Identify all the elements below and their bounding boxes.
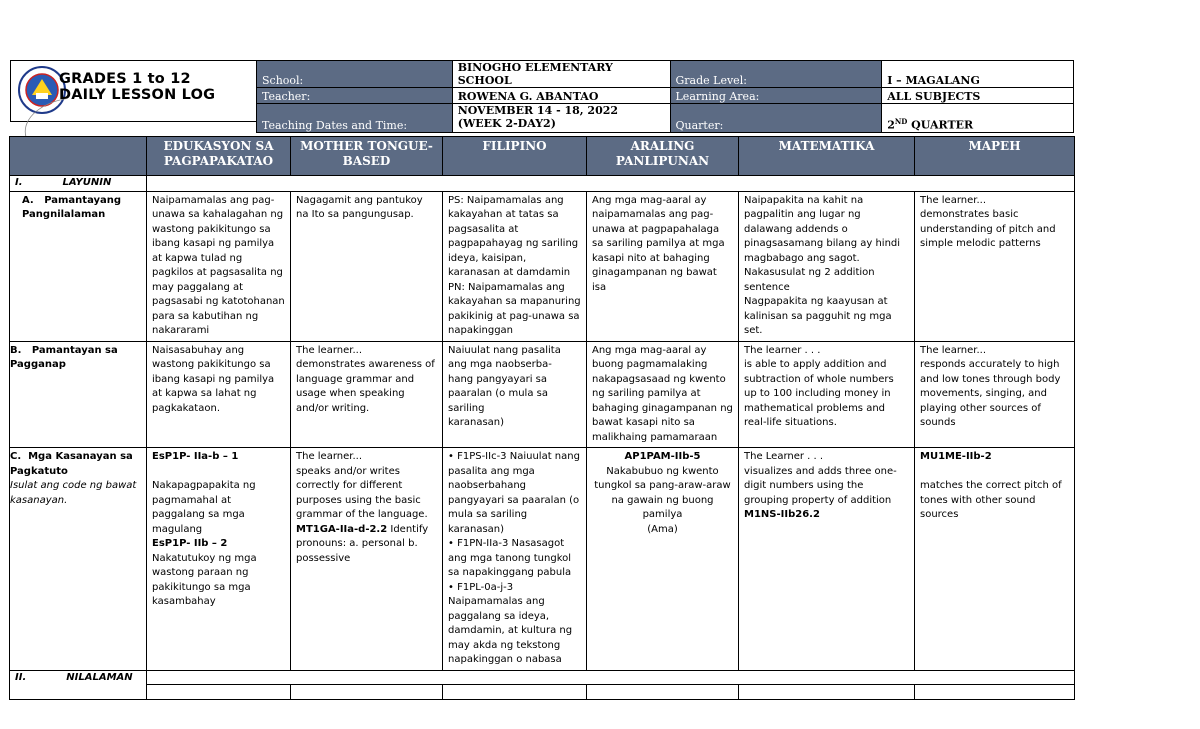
empty-cell bbox=[443, 684, 587, 699]
document-title: GRADES 1 to 12 DAILY LESSON LOG bbox=[59, 71, 216, 103]
empty-cell bbox=[147, 684, 291, 699]
layunin-row bbox=[10, 176, 1075, 192]
row-c-note: Isulat ang code ng bawat kasanayan. bbox=[10, 480, 137, 506]
row-a-ap: Ang mga mag-aaral ay naipamamalas ang pag-unawa at pagpapahalaga sa sariling pamilya at mga kasapi nito at bahaging ginagampanan ng bawat isa bbox=[587, 191, 739, 341]
col-esp: EDUKASYON SA PAGPAPAKATAO bbox=[147, 137, 291, 176]
swoosh-decoration-icon bbox=[21, 99, 131, 139]
school-value: BINOGHO ELEMENTARY SCHOOL bbox=[452, 61, 670, 88]
empty-cell bbox=[587, 684, 739, 699]
row-a-label: A. Pamantayang Pangnilalaman bbox=[10, 191, 147, 341]
row-a-mtb: Nagagamit ang pantukoy na Ito sa pangungusap. bbox=[291, 191, 443, 341]
nilalaman-empty bbox=[147, 670, 1075, 684]
col-mtb: MOTHER TONGUE-BASED bbox=[291, 137, 443, 176]
row-c-mtb: The learner... speaks and/or writes correctly for different purposes using the basic grammar of the language. MT1GA-IIa-d-2.2 Identify pronouns: a. personal b. possessive bbox=[291, 448, 443, 671]
header-corner bbox=[10, 137, 147, 176]
area-value: ALL SUBJECTS bbox=[882, 88, 1074, 104]
logo-block bbox=[10, 60, 257, 122]
area-label: Learning Area: bbox=[670, 88, 882, 104]
nilalaman-label: II. NILALAMAN bbox=[10, 670, 147, 699]
row-c-math: The Learner . . . visualizes and adds three one-digit numbers using the grouping property of addition M1NS-IIb26.2 bbox=[739, 448, 915, 671]
nilalaman-row bbox=[10, 670, 1075, 684]
quarter-value: 2ND QUARTER bbox=[882, 104, 1074, 133]
row-c bbox=[10, 448, 1075, 671]
col-matematika: MATEMATIKA bbox=[739, 137, 915, 176]
row-a-esp: Naipamamalas ang pag-unawa sa kahalagahan ng wastong pakikitungo sa ibang kasapi ng pamilya at kapwa tulad ng pagkilos at pagsasalita ng may paggalang at pagsasabi ng katotohanan para sa kabutihan ng nakararami bbox=[147, 191, 291, 341]
school-label: School: bbox=[257, 61, 453, 88]
row-c-label: C. Mga Kasanayan sa Pagkatuto Isulat ang code ng bawat kasanayan. bbox=[10, 448, 147, 671]
empty-cell bbox=[915, 684, 1075, 699]
row-c-esp: EsP1P- IIa-b – 1 Nakapagpapakita ng pagmamahal at paggalang sa mga magulang EsP1P- IIb – 2 Nakatutukoy ng mga wastong paraan ng pakikitungo sa mga kasambahay bbox=[147, 448, 291, 671]
row-b-math: The learner . . . is able to apply addition and subtraction of whole numbers up to 100 including money in mathematical problems and real-life situations. bbox=[739, 341, 915, 448]
quarter-label: Quarter: bbox=[670, 104, 882, 133]
layunin-label: I. LAYUNIN bbox=[10, 176, 147, 192]
row-a-mapeh: The learner... demonstrates basic understanding of pitch and simple melodic patterns bbox=[915, 191, 1075, 341]
row-c-ap: AP1PAM-IIb-5 Nakabubuo ng kwento tungkol sa pang-araw-araw na gawain ng buong pamilya (Ama) bbox=[587, 448, 739, 671]
row-b-label: B. Pamantayan sa Pagganap bbox=[10, 341, 147, 448]
dates-label: Teaching Dates and Time: bbox=[257, 104, 453, 133]
col-araling-panlipunan: ARALING PANLIPUNAN bbox=[587, 137, 739, 176]
row-b bbox=[10, 341, 1075, 448]
empty-cell bbox=[291, 684, 443, 699]
empty-cell bbox=[739, 684, 915, 699]
teacher-value: ROWENA G. ABANTAO bbox=[452, 88, 670, 104]
header-info-table bbox=[256, 60, 1074, 133]
row-a bbox=[10, 191, 1075, 341]
row-b-mapeh: The learner... responds accurately to high and low tones through body movements, singing, and playing other sources of sounds bbox=[915, 341, 1075, 448]
col-mapeh: MAPEH bbox=[915, 137, 1075, 176]
nilalaman-subrow bbox=[10, 684, 1075, 699]
teacher-label: Teacher: bbox=[257, 88, 453, 104]
row-b-ap: Ang mga mag-aaral ay buong pagmamalaking nakapagsasaad ng kwento ng sariling pamilya at bahaging ginagampanan ng bawat kasapi nito sa malikhaing pamamaraan bbox=[587, 341, 739, 448]
grade-value: I – MAGALANG bbox=[882, 61, 1074, 88]
row-b-mtb: The learner... demonstrates awareness of language grammar and usage when speaking and/or writing. bbox=[291, 341, 443, 448]
row-c-mapeh: MU1ME-IIb-2 matches the correct pitch of tones with other sound sources bbox=[915, 448, 1075, 671]
row-a-filipino: PS: Naipamamalas ang kakayahan at tatas sa pagsasalita at pagpapahayag ng sariling ideya, kaisipan, karanasan at damdamin PN: Naipamamalas ang kakayahan sa mapanuring pakikinig at pag-unawa sa napakinggan bbox=[443, 191, 587, 341]
subject-header-row bbox=[10, 137, 1075, 176]
row-b-filipino: Naiuulat nang pasalita ang mga naobserba- hang pangyayari sa paaralan (o mula sa sariling karanasan) bbox=[443, 341, 587, 448]
lesson-log-table bbox=[9, 136, 1075, 700]
grade-label: Grade Level: bbox=[670, 61, 882, 88]
row-a-math: Naipapakita na kahit na pagpalitin ang lugar ng dalawang addends o pinagsasamang bilang ay hindi magbabago ang sagot. Nakasusulat ng 2 addition sentence Nagpapakita ng kaayusan at kalinisan sa pagguhit ng mga set. bbox=[739, 191, 915, 341]
layunin-empty bbox=[147, 176, 1075, 192]
row-c-filipino: • F1PS-IIc-3 Naiuulat nang pasalita ang mga naobserbahang pangyayari sa paaralan (o mula sa sariling karanasan) • F1PN-IIa-3 Nasasagot ang mga tanong tungkol sa napakinggang pabula • F1PL-0a-j-3 Naipamamalas ang paggalang sa ideya, damdamin, at kultura ng may akda ng tekstong napakinggan o nabasa bbox=[443, 448, 587, 671]
dates-value: NOVEMBER 14 - 18, 2022 (WEEK 2-DAY2) bbox=[452, 104, 670, 133]
row-b-esp: Naisasabuhay ang wastong pakikitungo sa ibang kasapi ng pamilya at kapwa sa lahat ng pagkakataon. bbox=[147, 341, 291, 448]
col-filipino: FILIPINO bbox=[443, 137, 587, 176]
